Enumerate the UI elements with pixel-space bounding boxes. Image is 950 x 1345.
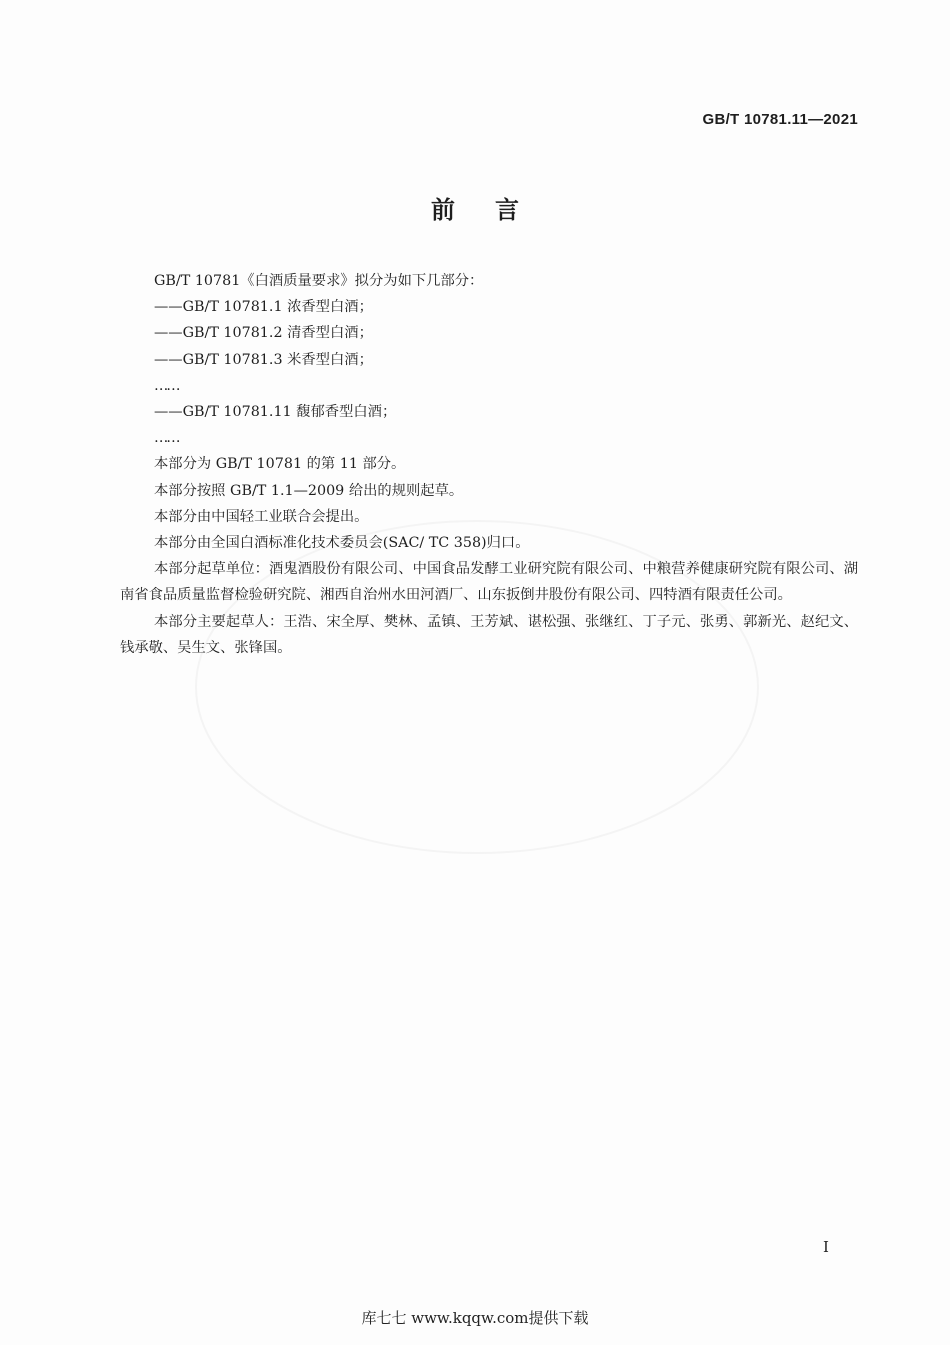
paragraph: 本部分按照 GB/T 1.1—2009 给出的规则起草。 xyxy=(154,482,464,499)
page-title: 前言 xyxy=(431,196,559,224)
paragraph: 本部分为 GB/T 10781 的第 11 部分。 xyxy=(154,456,406,473)
intro-paragraph: GB/T 10781《白酒质量要求》拟分为如下几部分： xyxy=(154,273,484,289)
list-item: ——GB/T 10781.1 浓香型白酒； xyxy=(154,299,373,316)
foreword-body xyxy=(120,268,858,661)
standard-number: GB/T 10781.11—2021 xyxy=(702,111,858,128)
list-item: ——GB/T 10781.3 米香型白酒； xyxy=(154,351,373,368)
list-item: ——GB/T 10781.2 清香型白酒； xyxy=(154,325,373,342)
list-ellipsis: …… xyxy=(154,430,179,447)
list-item: ——GB/T 10781.11 馥郁香型白酒； xyxy=(154,404,397,421)
paragraph: 本部分由中国轻工业联合会提出。 xyxy=(154,508,369,525)
paragraph: 本部分由全国白酒标准化技术委员会(SAC/ TC 358)归口。 xyxy=(154,535,530,552)
download-footer: 库七七 www.kqqw.com提供下载 xyxy=(361,1309,589,1327)
drafting-units-paragraph: 本部分起草单位：酒鬼酒股份有限公司、中国食品发酵工业研究院有限公司、中粮营养健康研究院有限公司、湖南省食品质量监督检验研究院、湘西自治州水田河酒厂、山东扳倒井股份有限公司、四特酒有限责任公司。 xyxy=(120,561,858,604)
page-number: I xyxy=(823,1238,829,1256)
list-ellipsis: …… xyxy=(154,377,179,394)
drafters-paragraph: 本部分主要起草人：王浩、宋全厚、樊林、孟镇、王芳斌、谌松强、张继红、丁子元、张勇、郭新光、赵纪文、钱承敬、吴生文、张锋国。 xyxy=(120,613,858,656)
